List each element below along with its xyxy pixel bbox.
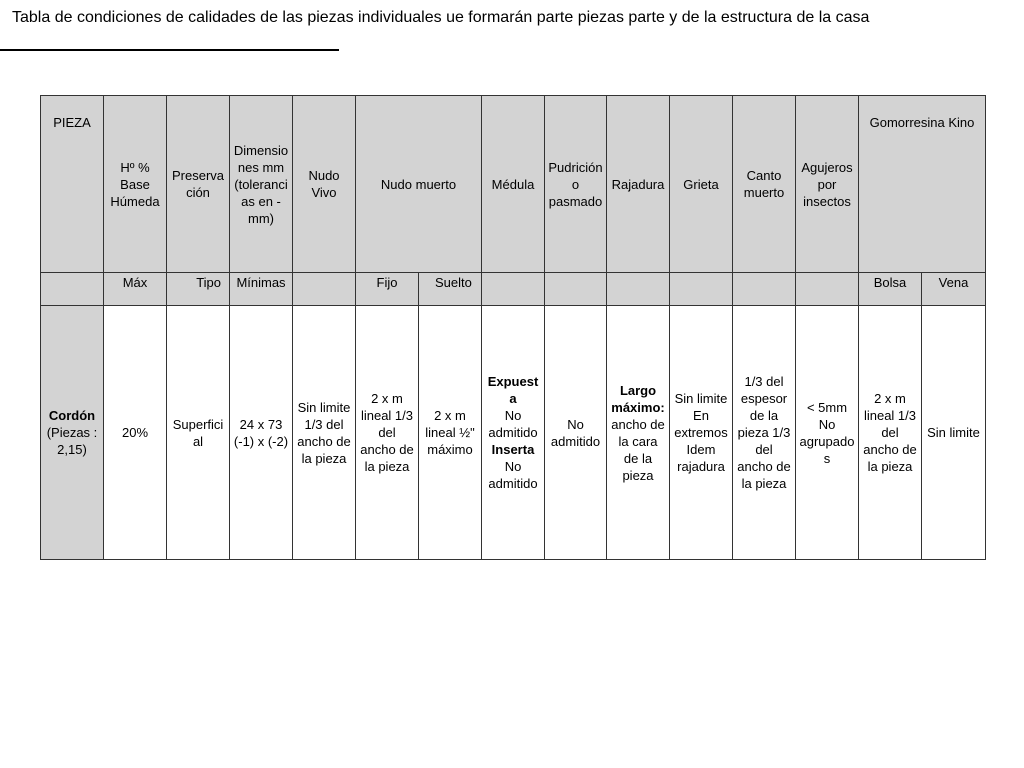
page-title: Tabla de condiciones de calidades de las piezas individuales ue formarán parte piezas parte y de la estructura de la casa bbox=[12, 9, 870, 26]
cell-nudo-muerto-fijo: 2 x m lineal 1/3 del ancho de la pieza bbox=[356, 306, 419, 560]
header-agujeros: Agujeros por insectos bbox=[796, 96, 859, 273]
subheader-suelto: Suelto bbox=[419, 273, 482, 306]
title-underline bbox=[0, 49, 339, 51]
subheader-canto-empty bbox=[733, 273, 796, 306]
header-nudo-muerto: Nudo muerto bbox=[356, 96, 482, 273]
header-pudricion: Pudrición o pasmado bbox=[545, 96, 607, 273]
subheader-pudricion-empty bbox=[545, 273, 607, 306]
subheader-pieza-empty bbox=[41, 273, 104, 306]
quality-conditions-table bbox=[40, 95, 986, 560]
header-grieta: Grieta bbox=[670, 96, 733, 273]
header-humedad: Hº % Base Húmeda bbox=[104, 96, 167, 273]
cell-gomorresina-bolsa: 2 x m lineal 1/3 del ancho de la pieza bbox=[859, 306, 922, 560]
medula-expuesta-label: Expuesta bbox=[487, 374, 539, 406]
cell-gomorresina-vena: Sin limite bbox=[922, 306, 986, 560]
medula-inserta-value: No admitido bbox=[488, 459, 538, 491]
row-pieza-note: (Piezas : 2,15) bbox=[46, 425, 98, 457]
subheader-max: Máx bbox=[104, 273, 167, 306]
subheader-row bbox=[41, 273, 986, 306]
subheader-agujeros-empty bbox=[796, 273, 859, 306]
rajadura-label: Largo máximo: bbox=[611, 382, 665, 415]
header-medula: Médula bbox=[482, 96, 545, 273]
cell-dimensiones: 24 x 73 (-1) x (-2) bbox=[230, 306, 293, 560]
subheader-rajadura-empty bbox=[607, 273, 670, 306]
row-pieza-name: Cordón bbox=[48, 408, 96, 423]
cell-nudo-muerto-suelto: 2 x m lineal ½" máximo bbox=[419, 306, 482, 560]
cell-nudo-vivo: Sin limite 1/3 del ancho de la pieza bbox=[293, 306, 356, 560]
cell-preservacion: Superficial bbox=[167, 306, 230, 560]
cell-agujeros: < 5mm No agrupados bbox=[796, 306, 859, 560]
header-gomorresina: Gomorresina Kino bbox=[859, 96, 986, 273]
cell-pudricion: No admitido bbox=[545, 306, 607, 560]
header-row bbox=[41, 96, 986, 273]
cell-medula bbox=[482, 306, 545, 560]
subheader-medula-empty bbox=[482, 273, 545, 306]
cell-canto-muerto: 1/3 del espesor de la pieza 1/3 del ancho de la pieza bbox=[733, 306, 796, 560]
header-preservacion: Preservación bbox=[167, 96, 230, 273]
medula-inserta-label: Inserta bbox=[491, 442, 535, 457]
subheader-bolsa: Bolsa bbox=[859, 273, 922, 306]
cell-humedad: 20% bbox=[104, 306, 167, 560]
row-pieza-cell bbox=[41, 306, 104, 560]
subheader-grieta-empty bbox=[670, 273, 733, 306]
subheader-fijo: Fijo bbox=[356, 273, 419, 306]
header-dimensiones: Dimensiones mm (tolerancias en - mm) bbox=[230, 96, 293, 273]
subheader-vena: Vena bbox=[922, 273, 986, 306]
cell-rajadura bbox=[607, 306, 670, 560]
rajadura-value: ancho de la cara de la pieza bbox=[611, 416, 665, 483]
medula-expuesta-value: No admitido bbox=[488, 408, 538, 440]
header-pieza: PIEZA bbox=[41, 96, 104, 273]
subheader-minimas: Mínimas bbox=[230, 273, 293, 306]
table-row bbox=[41, 306, 986, 560]
subheader-tipo: Tipo bbox=[167, 273, 230, 306]
cell-grieta: Sin limite En extremos Idem rajadura bbox=[670, 306, 733, 560]
header-canto-muerto: Canto muerto bbox=[733, 96, 796, 273]
subheader-nudo-vivo-empty bbox=[293, 273, 356, 306]
header-rajadura: Rajadura bbox=[607, 96, 670, 273]
header-nudo-vivo: Nudo Vivo bbox=[293, 96, 356, 273]
